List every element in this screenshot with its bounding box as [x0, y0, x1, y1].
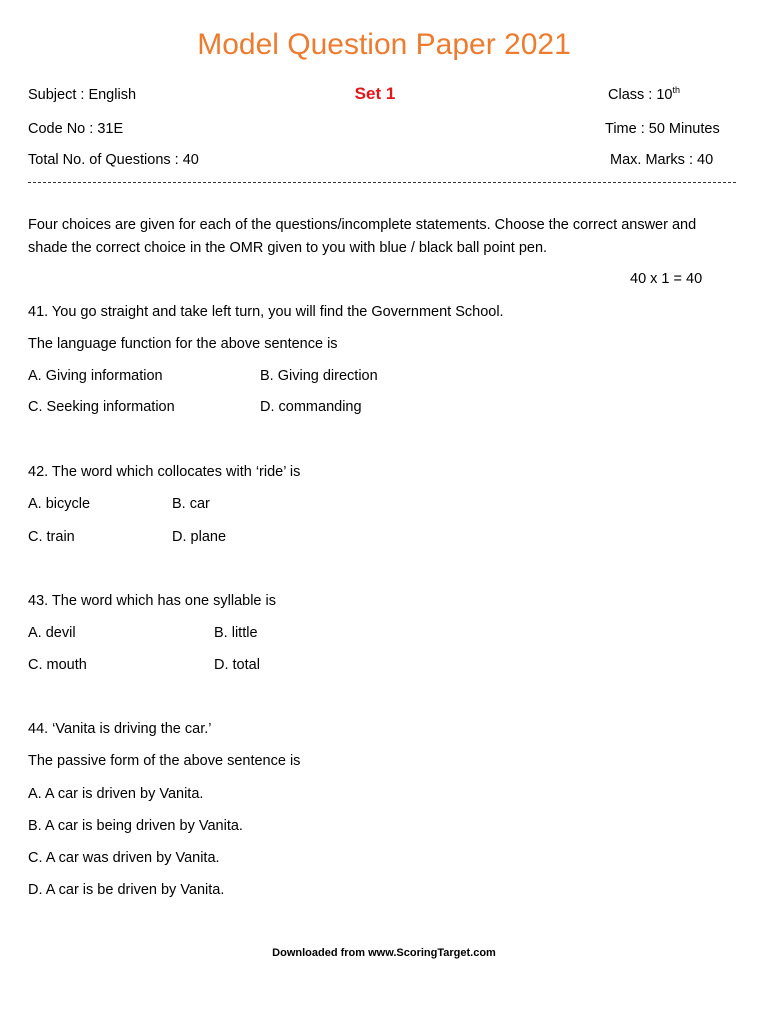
question-44-sub: The passive form of the above sentence is: [28, 753, 301, 769]
class-label: [608, 87, 680, 103]
instructions: Four choices are given for each of the questions/incomplete statements. Choose the correct answer and shade the correct choice in the OMR given to you with blue / black ball point pen.: [28, 217, 697, 256]
class-prefix: Class : 10: [608, 87, 673, 103]
question-43-stem: 43. The word which has one syllable is: [28, 593, 276, 609]
question-42-stem: 42. The word which collocates with ‘ride’ is: [28, 464, 301, 480]
paper-title: Model Question Paper 2021: [197, 28, 571, 61]
max-marks-label: Max. Marks : 40: [610, 152, 714, 168]
question-44-option-d: D. A car is be driven by Vanita.: [28, 882, 225, 898]
marks-formula: 40 x 1 = 40: [630, 271, 703, 287]
question-44-option-c: C. A car was driven by Vanita.: [28, 850, 220, 866]
question-41-option-b: B. Giving direction: [260, 368, 378, 384]
question-41-sub: The language function for the above sentence is: [28, 336, 338, 352]
time-label: Time : 50 Minutes: [605, 121, 720, 137]
footer-source: Downloaded from www.ScoringTarget.com: [272, 947, 496, 959]
question-43-option-d: D. total: [214, 657, 260, 673]
question-42-option-c: C. train: [28, 529, 75, 545]
question-44-option-a: A. A car is driven by Vanita.: [28, 786, 204, 802]
question-41-option-c: C. Seeking information: [28, 399, 175, 415]
code-label: Code No : 31E: [28, 121, 124, 137]
question-43-option-c: C. mouth: [28, 657, 87, 673]
question-44-option-b: B. A car is being driven by Vanita.: [28, 818, 243, 834]
question-41-option-a: A. Giving information: [28, 368, 163, 384]
question-44-stem: 44. ‘Vanita is driving the car.’: [28, 721, 212, 737]
question-42-option-d: D. plane: [172, 529, 227, 545]
question-42-option-b: B. car: [172, 496, 210, 512]
divider-line: [28, 182, 736, 183]
question-41-option-d: D. commanding: [260, 399, 362, 415]
question-43-option-a: A. devil: [28, 625, 76, 641]
question-41-stem: 41. You go straight and take left turn, you will find the Government School.: [28, 304, 504, 320]
question-43-option-b: B. little: [214, 625, 258, 641]
set-label: Set 1: [354, 84, 396, 103]
subject-label: Subject : English: [28, 87, 137, 103]
total-questions-label: Total No. of Questions : 40: [28, 152, 199, 168]
class-suffix: th: [672, 85, 680, 96]
question-42-option-a: A. bicycle: [28, 496, 91, 512]
